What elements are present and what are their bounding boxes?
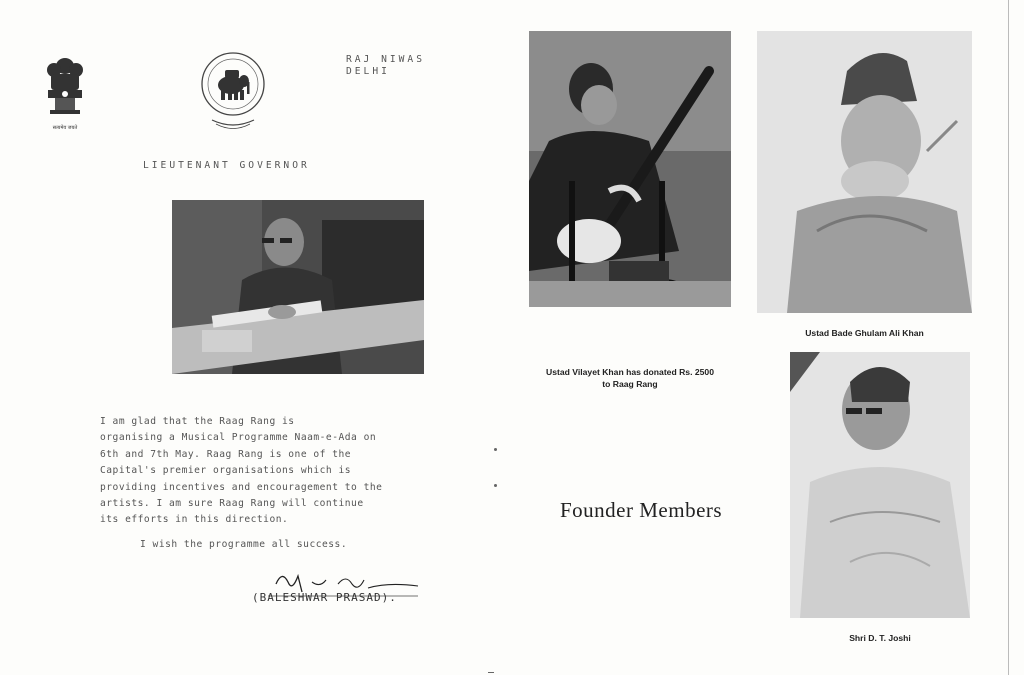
- stray-mark: [494, 484, 497, 487]
- caption-dt-joshi: Shri D. T. Joshi: [849, 633, 911, 643]
- stray-mark: [494, 448, 497, 451]
- page-edge: [1008, 0, 1009, 675]
- national-emblem-icon: [42, 52, 88, 131]
- designation: LIEUTENANT GOVERNOR: [143, 160, 310, 171]
- emblem-caption: सत्यमेव जयते: [52, 125, 78, 131]
- stray-mark: [488, 672, 494, 673]
- heading-founder-members: Founder Members: [560, 498, 723, 522]
- caption-bade-ghulam-ali-khan: Ustad Bade Ghulam Ali Khan: [805, 328, 924, 338]
- letter-body: I am glad that the Raag Rang is organising a Musical Programme Naam-e-Ada on 6th and 7th May. Raag Rang is one of the Capital's premier organisations which is providing incentives and encouragement to the artists. I am sure Raag Rang will continue its efforts in this direction.: [100, 416, 383, 526]
- photo-bade-ghulam-ali-khan: [757, 31, 972, 313]
- photo-dt-joshi: [790, 352, 970, 618]
- caption-vilayet-khan: Ustad Vilayet Khan has donated Rs. 2500 to Raag Rang: [546, 367, 714, 389]
- photo-lieutenant-governor: [172, 200, 424, 374]
- photo-vilayet-khan: [529, 31, 731, 307]
- letterhead: RAJ NIWAS DELHI: [346, 54, 425, 77]
- elephant-seal-icon: [200, 50, 266, 135]
- letter-closing: I wish the programme all success.: [140, 539, 348, 550]
- signature-name: (BALESHWAR PRASAD).: [252, 591, 397, 604]
